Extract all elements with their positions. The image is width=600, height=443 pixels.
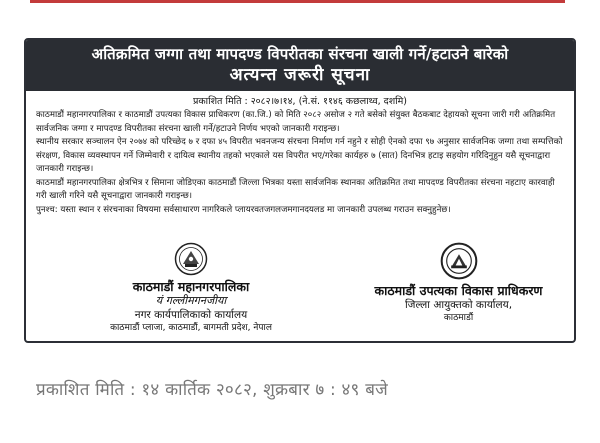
notice-paragraph: पुनश्च: यस्ता स्थान र संरचनाका विषयमा सर्वसाधारण नागरिकले प्लायरवतजगलजमगानदयलड मा जानकारी उपलब्ध गराउन सक्नुहुनेछ।	[36, 204, 451, 215]
notice-image	[24, 38, 576, 343]
top-divider	[30, 0, 565, 3]
notice-banner	[26, 40, 574, 91]
notice-body	[26, 107, 574, 217]
notice-paragraph: स्थानीय सरकार सञ्चालन ऐन २०७४ को परिच्छेद ७ र दफा ४५ विपरीत भवनजन्य संरचना निर्माण गर्न नहुने र सोही ऐनको दफा ९७ अनुसार सार्वजनिक जग्गा तथा सम्पत्तिको संरक्षण, विकास व्यवस्थापन गर्ने जिम्मेवारी र दायित्व स्थानीय तहको भएकाले यस विपरीत भए/गरेका कार्यहरु ७ (सात) दिनभित्र हटाइ सहयोग गरिदिनुहुन यसै सूचनाद्वारा जानकारी गराइन्छ।	[36, 137, 563, 174]
published-date: प्रकाशित मिति : १४ कार्तिक २०८२, शुक्रबार ७ : ४९ बजे	[36, 380, 388, 400]
notice-published-line: प्रकाशित मिति : २०८२।७।१४, (ने.सं. ११४६ कछलाथ्व, दशमि)	[192, 96, 408, 107]
signatory-address: काठमाडौं	[443, 313, 474, 323]
signatory-office: नगर कार्यपालिकाको कार्यालय	[134, 309, 248, 321]
notice-headline: अत्यन्त जरूरी सूचना	[229, 65, 371, 85]
signature-block	[26, 242, 574, 342]
notice-paragraph: काठमाडौं महानगरपालिका क्षेत्रभित्र र सिमाना जोडिएका काठमाडौं जिल्ला भित्रका यस्ता सार्वजनिक स्थानका अतिक्रमित तथा मापदण्ड विपरीतका संरचना नहटाए कारवाही गरी खाली गरिने यसै सूचनाद्वारा जानकारी गराइन्छ।	[36, 177, 555, 201]
signatory-org-name: काठमाडौं महानगरपालिका	[132, 279, 250, 294]
signatory-kmc	[96, 242, 286, 335]
signatory-office: जिल्ला आयुक्तको कार्यालय,	[404, 299, 513, 311]
handwritten-signature: यं गल्लीमगनजीया	[155, 294, 227, 307]
notice-title: अतिक्रमित जग्गा तथा मापदण्ड विपरीतका संरचना खाली गर्ने/हटाउने बारेको	[91, 45, 509, 63]
signatory-kvda	[351, 242, 566, 325]
notice-paragraph: काठमाडौं महानगरपालिका र काठमाडौं उपत्यका विकास प्राधिकरण (का.जि.) को मिति २०८२ असोज २ गते बसेको संयुक्त बैठकबाट देहायको सूचना जारी गरी अतिक्रमित सार्वजनिक जग्गा र मापदण्ड विपरीतका संरचना खाली गर्ने/हटाउने निर्णय भएको जानकारी गराइन्छ।	[36, 110, 556, 134]
kmc-emblem-icon	[174, 242, 208, 276]
signatory-address: काठमाडौं प्लाजा, काठमाडौं, बागमती प्रदेश, नेपाल	[110, 323, 272, 333]
signatory-org-name: काठमाडौं उपत्यका विकास प्राधिकरण	[374, 283, 543, 298]
kvda-emblem-icon	[440, 242, 478, 280]
